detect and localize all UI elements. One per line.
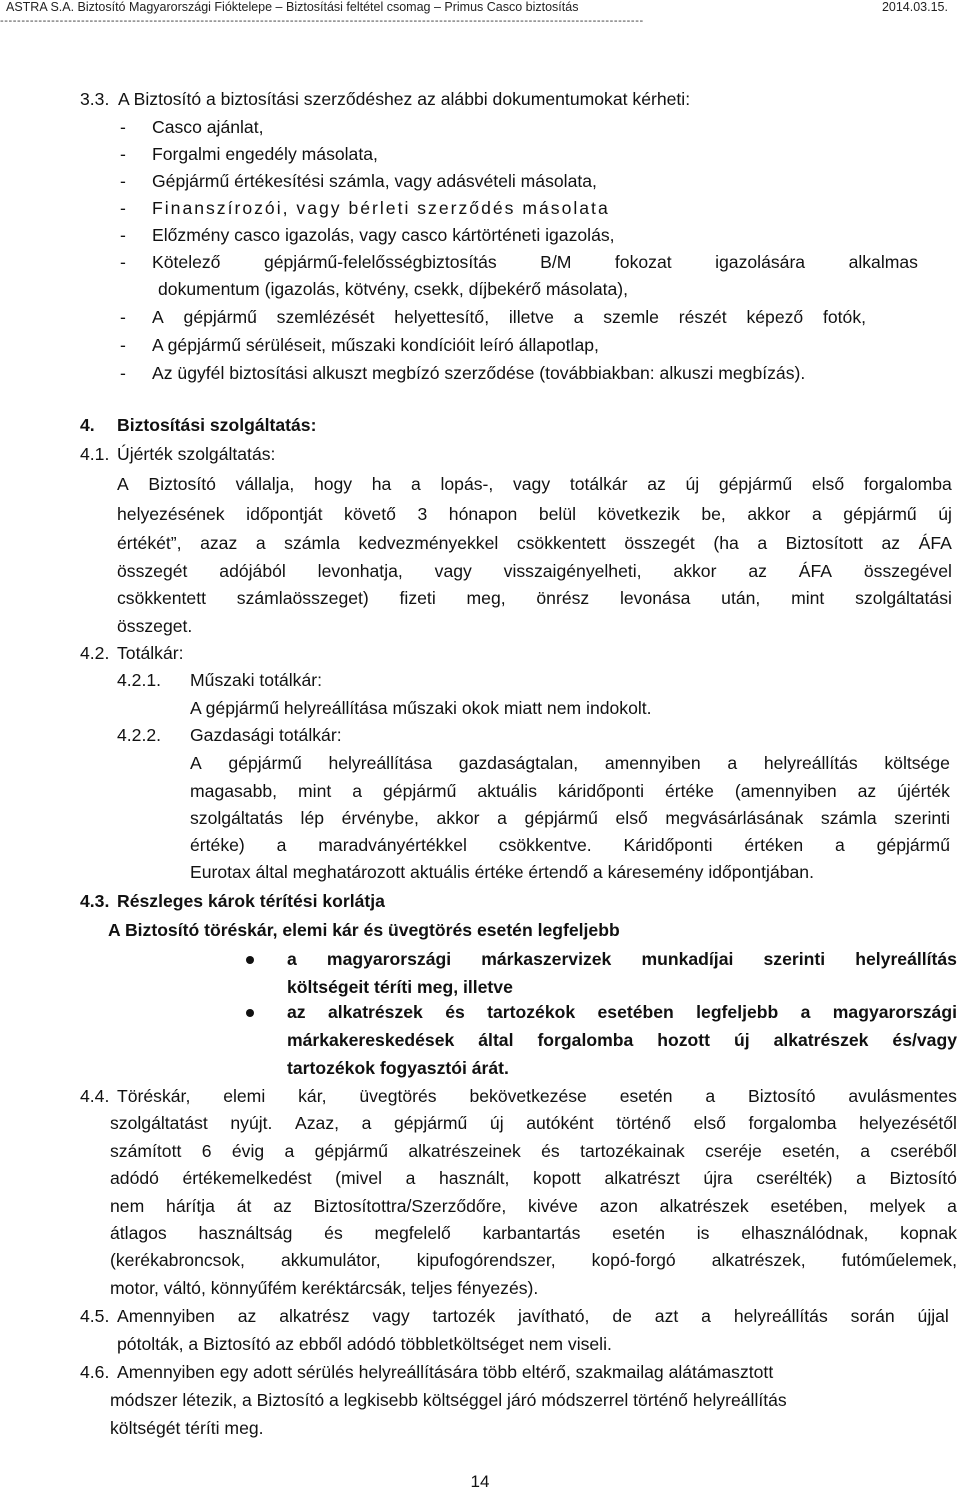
paragraph-line: szolgáltatást nyújt. Azaz, a gépjármű új autóként történő első forgalomba helyezésétől <box>110 1113 957 1133</box>
paragraph-line: összegét adójából levonhatja, vagy visszaigényelheti, akkor az ÁFA összegével <box>117 561 952 581</box>
paragraph-line: A Biztosító vállalja, hogy ha a lopás-, vagy totálkár az új gépjármű első forgalomba <box>117 474 952 494</box>
subsection-number: 4.4. <box>80 1086 110 1106</box>
subsection-title: Részleges károk térítési korlátja <box>117 891 385 911</box>
paragraph-line: módszer létezik, a Biztosító a legkisebb költséggel járó módszerrel történő helyreállítás <box>110 1390 787 1410</box>
paragraph-line: nem hárítja át az Biztosítottra/Szerződőre, kivéve azon alkatrészek esetében, melyek a <box>110 1196 957 1216</box>
paragraph-line: adódó értékemelkedést (mivel a használt, kopott alkatrészt újra cserélték) a Biztosító <box>110 1168 957 1188</box>
bullet-item-continuation: költségeit téríti meg, illetve <box>287 977 513 997</box>
list-dash: - <box>120 225 126 245</box>
paragraph-line: Amennyiben az alkatrész vagy tartozék javítható, de azt a helyreállítás során újjal <box>117 1306 949 1326</box>
section-number: 4. <box>80 415 95 435</box>
subsection-title: Műszaki totálkár: <box>190 670 322 690</box>
paragraph-line: A gépjármű helyreállítása műszaki okok miatt nem indokolt. <box>190 698 652 718</box>
subsection-number: 4.3. <box>80 891 110 911</box>
list-dash: - <box>120 117 126 137</box>
header-date: 2014.03.15. <box>881 0 948 14</box>
list-dash: - <box>120 307 126 327</box>
paragraph-line: értéke) a maradványértékkel csökkentve. Káridőponti értéken a gépjármű <box>190 835 950 855</box>
page-number: 14 <box>470 1472 490 1491</box>
subsection-number: 4.2.2. <box>117 725 162 745</box>
paragraph-line: helyezésének időpontját követő 3 hónapon belül következik be, akkor a gépjármű új <box>117 504 952 524</box>
list-item-continuation: dokumentum (igazolás, kötvény, csekk, díjbekérő másolata), <box>158 279 629 299</box>
paragraph-line: A Biztosító töréskár, elemi kár és üvegtörés esetén legfeljebb <box>108 920 620 940</box>
paragraph-line: Töréskár, elemi kár, üvegtörés bekövetkezése esetén a Biztosító avulásmentes <box>117 1086 957 1106</box>
list-dash: - <box>120 171 126 191</box>
paragraph-line: motor, váltó, könnyűfém keréktárcsák, teljes fényezés). <box>110 1278 539 1298</box>
list-dash: - <box>120 144 126 164</box>
paragraph-line: számított 6 évig a gépjármű alkatrészeinek és tartozékainak cseréje esetén, a cseréből <box>110 1141 957 1161</box>
bullet-item-continuation: márkakereskedések által forgalomba hozott új alkatrészek és/vagy <box>287 1030 957 1050</box>
paragraph-line: összeget. <box>117 616 193 636</box>
list-item: Finanszírozói, vagy bérleti szerződés másolata <box>152 198 610 218</box>
bullet-icon <box>246 1009 254 1017</box>
subsection-number: 4.6. <box>80 1362 110 1382</box>
paragraph-line: Amennyiben egy adott sérülés helyreállítására több eltérő, szakmailag alátámasztott <box>117 1362 774 1382</box>
subsection-number: 4.1. <box>80 444 110 464</box>
paragraph-line: (kerékabroncsok, akkumulátor, kipufogórendszer, kopó-forgó alkatrészek, futóműelemek, <box>110 1250 957 1270</box>
section-intro: A Biztosító a biztosítási szerződéshez az alábbi dokumentumokat kérheti: <box>118 89 691 109</box>
list-dash: - <box>120 335 126 355</box>
subsection-title: Újérték szolgáltatás: <box>117 444 276 464</box>
bullet-icon <box>246 956 254 964</box>
subsection-title: Totálkár: <box>117 643 184 663</box>
paragraph-line: értékét”, azaz a számla kedvezményekkel csökkentett összegét (ha a Biztosított az ÁFA <box>117 533 952 553</box>
paragraph-line: Eurotax által meghatározott aktuális értéke értendő a káresemény időpontjában. <box>190 862 814 882</box>
paragraph-line: magasabb, mint a gépjármű aktuális káridőponti értéke (amennyiben az újérték <box>190 781 950 801</box>
list-item: Előzmény casco igazolás, vagy casco kártörténeti igazolás, <box>152 225 615 245</box>
list-dash: - <box>120 252 126 272</box>
subsection-title: Gazdasági totálkár: <box>190 725 342 745</box>
list-item: A gépjármű szemlézését helyettesítő, illetve a szemle részét képező fotók, <box>152 307 866 327</box>
paragraph-line: átlagos használtság és megfelelő karbantartás esetén is elhasználódnak, kopnak <box>110 1223 957 1243</box>
list-item: Az ügyfél biztosítási alkuszt megbízó szerződése (továbbiakban: alkuszi megbízás). <box>152 363 806 383</box>
bullet-item: a magyarországi márkaszervizek munkadíjai szerinti helyreállítás <box>287 949 957 969</box>
section-title: Biztosítási szolgáltatás: <box>117 415 317 435</box>
list-item: Gépjármű értékesítési számla, vagy adásvételi másolata, <box>152 171 597 191</box>
list-item: Casco ajánlat, <box>152 117 264 137</box>
list-item: Forgalmi engedély másolata, <box>152 144 378 164</box>
list-item: A gépjármű sérüléseit, műszaki kondícióit leíró állapotlap, <box>152 335 599 355</box>
paragraph-line: költségét téríti meg. <box>110 1418 264 1438</box>
bullet-item: az alkatrészek és tartozékok esetében legfeljebb a magyarországi <box>287 1002 957 1022</box>
subsection-number: 4.2.1. <box>117 670 162 690</box>
bullet-item-continuation: tartozékok fogyasztói árát. <box>287 1058 509 1078</box>
header-title: ASTRA S.A. Biztosító Magyarországi Fióktelepe – Biztosítási feltétel csomag – Primus Casco biztosítás <box>6 0 579 14</box>
paragraph-line: szolgáltatás lép érvénybe, akkor a gépjármű első megvásárlásának számla szerinti <box>190 808 950 828</box>
list-item: Kötelező gépjármű-felelősségbiztosítás B/M fokozat igazolására alkalmas <box>152 252 918 272</box>
list-dash: - <box>120 198 126 218</box>
paragraph-line: pótolták, a Biztosító az ebből adódó többletköltséget nem viseli. <box>117 1334 612 1354</box>
paragraph-line: csökkentett számlaösszeget) fizeti meg, önrész levonása után, mint szolgáltatási <box>117 588 952 608</box>
list-dash: - <box>120 363 126 383</box>
header-divider: ------------------------------------------------------------------------------------------------------------------------------------------------------- <box>0 17 644 25</box>
paragraph-line: A gépjármű helyreállítása gazdaságtalan, amennyiben a helyreállítás költsége <box>190 753 950 773</box>
subsection-number: 4.5. <box>80 1306 110 1326</box>
subsection-number: 4.2. <box>80 643 110 663</box>
section-number: 3.3. <box>80 89 110 109</box>
